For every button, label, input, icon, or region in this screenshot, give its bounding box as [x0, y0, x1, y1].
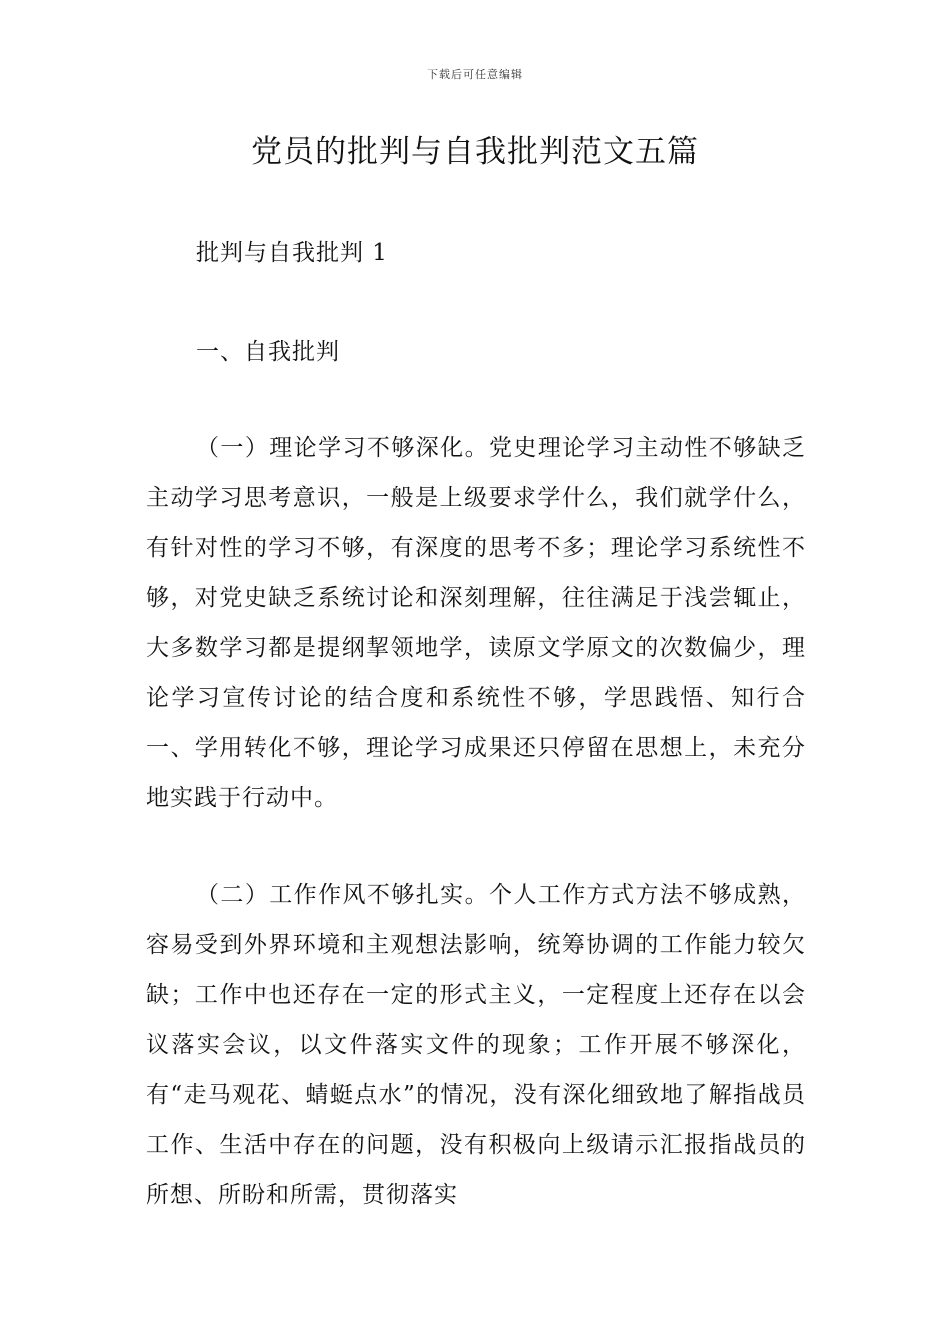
header-note: 下载后可任意编辑 [427, 68, 523, 81]
section-title: 批判与自我批判 1 [196, 240, 388, 266]
paragraph-theory-study: （一）理论学习不够深化。党史理论学习主动性不够缺乏主动学习思考意识，一般是上级要求学什么，我们就学什么，有针对性的学习不够，有深度的思考不多；理论学习系统性不够，对党史缺乏系统讨论和深刻理解，往往满足于浅尝辄止，大多数学习都是提纲挈领地学，读原文学原文的次数偏少，理论学习宣传讨论的结合度和系统性不够，学思践悟、知行合一、学用转化不够，理论学习成果还只停留在思想上，未充分地实践于行动中。 [146, 435, 806, 811]
paragraph-work-style: （二）工作作风不够扎实。个人工作方式方法不够成熟，容易受到外界环境和主观想法影响，统筹协调的工作能力较欠缺；工作中也还存在一定的形式主义，一定程度上还存在以会议落实会议，以文件落实文件的现象；工作开展不够深化，有“走马观花、蜻蜓点水”的情况，没有深化细致地了解指战员工作、生活中存在的问题，没有积极向上级请示汇报指战员的所想、所盼和所需，贯彻落实 [146, 882, 806, 1208]
document-title: 党员的批判与自我批判范文五篇 [251, 134, 699, 170]
part-heading: 一、自我批判 [196, 339, 340, 365]
